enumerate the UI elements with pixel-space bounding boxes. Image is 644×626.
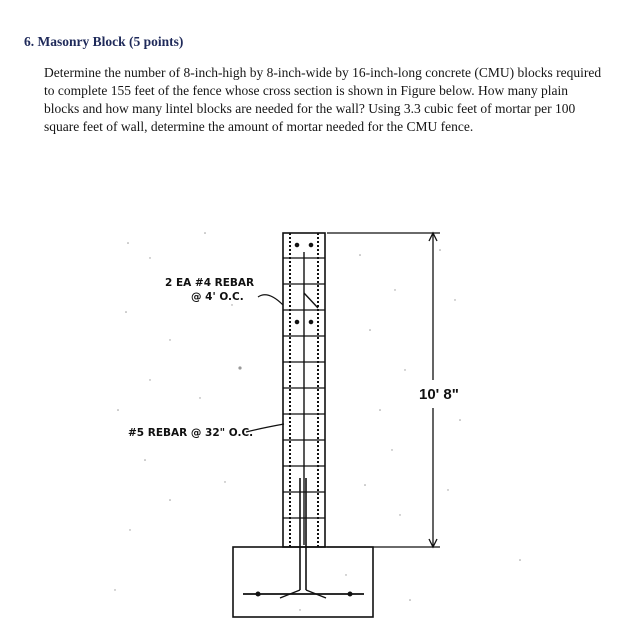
concrete-footing: [233, 547, 373, 617]
horizontal-rebar-label-line2: @ 4' O.C.: [191, 291, 244, 303]
height-dimension-label: 10' 8": [419, 386, 459, 403]
question-body: Determine the number of 8-inch-high by 8-inch-wide by 16-inch-long concrete (CMU) blocks required to complete 155 feet of the fence whose cross section is shown in Figure below. How many plain blocks and how many lintel blocks are needed for the wall? Using 3.3 cubic feet of mortar per 100 square feet of wall, determine the amount of mortar needed for the CMU fence.: [44, 65, 602, 134]
question-heading: 6. Masonry Block (5 points): [24, 34, 184, 49]
horizontal-rebar-label-line1: 2 EA #4 REBAR: [165, 277, 255, 289]
vertical-rebar-label: #5 REBAR @ 32" O.C.: [128, 427, 254, 439]
leader-lines: [246, 295, 284, 432]
cmu-wall: [283, 233, 325, 590]
